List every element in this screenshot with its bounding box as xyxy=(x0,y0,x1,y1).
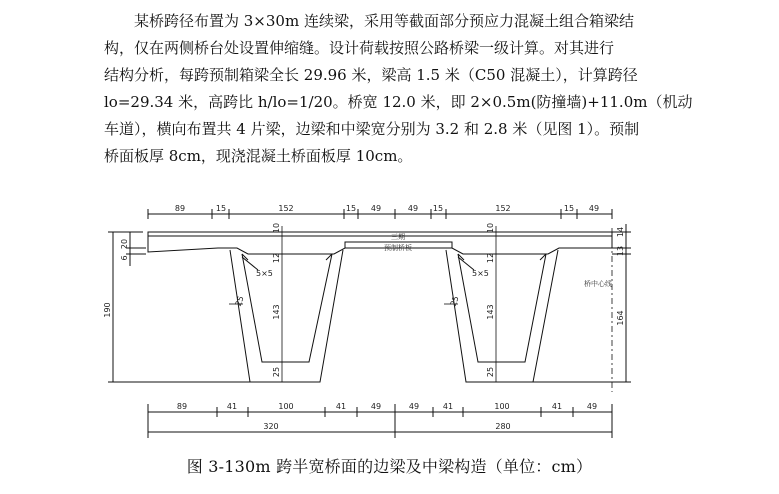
centerline-label: 桥中心线 xyxy=(584,280,612,288)
top-dim: 15 xyxy=(432,204,444,213)
left-haunch-dim: 6 xyxy=(120,255,129,261)
middle-girder-width: 280 xyxy=(495,422,511,431)
edge-girder-width: 320 xyxy=(263,422,279,431)
edge-chamfer-label: 5×5 xyxy=(256,269,273,278)
paragraph-line: 构，仅在两侧桥台处设置伸缩缝。设计荷载按照公路桥梁一级计算。对其进行 xyxy=(104,39,615,57)
top-dim: 89 xyxy=(174,204,186,213)
right-mid-dim: 13 xyxy=(616,245,625,257)
middle-web-height-dim: 143 xyxy=(486,304,495,320)
paragraph-line: 车道），横向布置共 4 片梁，边梁和中梁宽分别为 3.2 和 2.8 米（见图 1）。预制 xyxy=(104,120,640,138)
top-dim: 49 xyxy=(407,204,419,213)
cast-deck-label: 三期 xyxy=(391,233,405,241)
paragraph-line: 某桥跨径布置为 3×30m 连续梁，采用等截面部分预应力混凝土组合箱梁结 xyxy=(134,12,634,30)
left-slab-dim: 20 xyxy=(120,238,129,250)
bottom-dim: 100 xyxy=(494,402,510,411)
middle-web-dim: 25 xyxy=(448,294,461,308)
top-dim: 49 xyxy=(370,204,382,213)
edge-web-dim: 25 xyxy=(233,294,246,308)
edge-top-slab-dim: 10 xyxy=(272,222,281,234)
edge-web-height-dim: 143 xyxy=(272,304,281,320)
top-dim: 15 xyxy=(563,204,575,213)
deck-slab-outline xyxy=(148,232,612,254)
bottom-dim: 49 xyxy=(586,402,598,411)
top-dim: 15 xyxy=(345,204,357,213)
top-dim: 152 xyxy=(495,204,511,213)
bottom-dim: 41 xyxy=(442,402,454,411)
bottom-dim: 41 xyxy=(335,402,347,411)
paragraph-line: lo=29.34 米，高跨比 h/lo=1/20。桥宽 12.0 米，即 2×0.5m(防撞墙)+11.0m（机动 xyxy=(104,93,693,111)
bottom-dim: 100 xyxy=(278,402,294,411)
middle-top-slab-dim: 10 xyxy=(486,222,495,234)
left-total-height: 190 xyxy=(103,302,112,318)
middle-haunch-dim: 12 xyxy=(486,252,495,264)
right-total-height: 164 xyxy=(616,310,625,326)
top-dim: 15 xyxy=(215,204,227,213)
right-top-dim: 14 xyxy=(616,226,625,238)
paragraph-line: 结构分析，每跨预制箱梁全长 29.96 米，梁高 1.5 米（C50 混凝土），计算跨径 xyxy=(104,66,638,84)
figure-caption: 图 3-130m 跨半宽桥面的边梁及中梁构造（单位：cm） xyxy=(186,457,593,476)
top-dim: 152 xyxy=(278,204,294,213)
bottom-dim: 89 xyxy=(176,402,188,411)
edge-haunch-dim: 12 xyxy=(272,252,281,264)
bottom-dim: 49 xyxy=(408,402,420,411)
bottom-dim: 41 xyxy=(226,402,238,411)
precast-deck-label: 预制桥板 xyxy=(384,244,412,252)
middle-chamfer-label: 5×5 xyxy=(472,269,489,278)
top-dim: 49 xyxy=(588,204,600,213)
paragraph-line: 桥面板厚 8cm，现浇混凝土桥面板厚 10cm。 xyxy=(104,147,413,165)
bottom-dim: 49 xyxy=(370,402,382,411)
bottom-dim: 41 xyxy=(551,402,563,411)
edge-bottom-dim: 25 xyxy=(272,366,281,378)
middle-bottom-dim: 25 xyxy=(486,366,495,378)
